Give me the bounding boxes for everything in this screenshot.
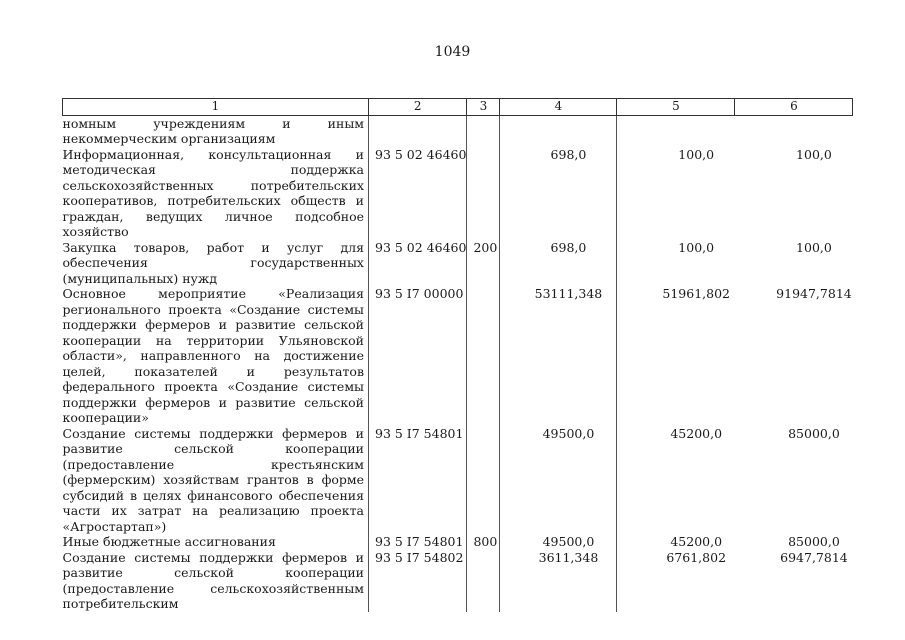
row-code [369, 115, 467, 147]
row-name: Информационная, консультационная и методическая поддержка сельскохозяйственных потребительских кооперативов, потребительских обществ и граждан, ведущих личное подсобное хозяйство [63, 147, 369, 240]
row-value-1: 3611,348 [500, 550, 617, 612]
header-col-2: 2 [369, 99, 467, 116]
row-value-3: 100,0 [796, 146, 832, 162]
row-value-2: 51961,802 [662, 286, 730, 301]
row-value-1 [500, 115, 617, 147]
table-row [63, 147, 853, 240]
row-value-2: 45200,0 [670, 534, 723, 549]
table-row [63, 550, 853, 612]
table-row [63, 115, 853, 147]
row-code: 93 5 I7 54801 [369, 534, 467, 550]
row-name: Создание системы поддержки фермеров и развитие сельской кооперации (предоставление крестьянским (фермерским) хозяйствам грантов в форме субсидий в целях финансового обеспечения части их затрат на реализацию проекта «Агростартап») [63, 426, 369, 535]
row-code: 93 5 I7 54802 [369, 550, 467, 612]
row-value-3 [735, 115, 853, 147]
header-col-5: 5 [617, 99, 735, 116]
header-col-3: 3 [467, 99, 500, 116]
row-value-1: 698,0 [500, 240, 617, 287]
table-row [63, 426, 853, 535]
row-value-1: 49500,0 [500, 426, 617, 535]
row-name: Иные бюджетные ассигнования [63, 534, 369, 550]
row-code: 93 5 02 46460 [369, 147, 467, 240]
row-type: 200 [467, 240, 500, 287]
row-type [467, 115, 500, 147]
page-number: 1049 [434, 44, 471, 60]
row-name: Основное мероприятие «Реализация регионального проекта «Создание системы поддержки фермеров и развитие сельской кооперации на территории Ульяновской области», направленного на достижение целей, показателей и результатов федерального проекта «Создание системы поддержки фермеров и развитие сельской кооперации» [63, 286, 369, 426]
row-code: 93 5 02 46460 [369, 240, 467, 287]
row-type [467, 426, 500, 535]
row-value-3: 100,0 [796, 239, 832, 255]
row-type [467, 550, 500, 612]
row-type: 800 [467, 534, 500, 550]
row-value-1: 53111,348 [500, 286, 617, 426]
row-value-3: 85000,0 [788, 425, 840, 441]
row-value-1: 49500,0 [500, 534, 617, 550]
row-value-2 [617, 115, 735, 147]
budget-table [62, 98, 853, 612]
row-value-2: 45200,0 [670, 425, 723, 441]
row-code: 93 5 I7 54801 [369, 426, 467, 535]
table-row [63, 286, 853, 426]
header-col-6: 6 [735, 99, 853, 116]
header-col-4: 4 [500, 99, 617, 116]
row-value-3: 91947,7814 [776, 286, 852, 301]
header-col-1: 1 [63, 99, 369, 116]
row-type [467, 147, 500, 240]
row-value-3: 85000,0 [788, 534, 840, 549]
row-code: 93 5 I7 00000 [369, 286, 467, 426]
table-row [63, 534, 853, 550]
table-row [63, 240, 853, 287]
row-name: Закупка товаров, работ и услуг для обеспечения государственных (муниципальных) нужд [63, 240, 369, 287]
row-value-2: 100,0 [678, 239, 715, 255]
row-name: номным учреждениям и иным некоммерческим организациям [63, 115, 369, 147]
row-value-2: 6761,802 [666, 549, 727, 565]
header-row [63, 99, 853, 116]
row-value-1: 698,0 [500, 147, 617, 240]
row-type [467, 286, 500, 426]
row-name: Создание системы поддержки фермеров и развитие сельской кооперации (предоставление сельскохозяйственным потребительским [63, 550, 369, 612]
row-value-2: 100,0 [678, 146, 715, 162]
row-value-3: 6947,7814 [780, 549, 848, 565]
